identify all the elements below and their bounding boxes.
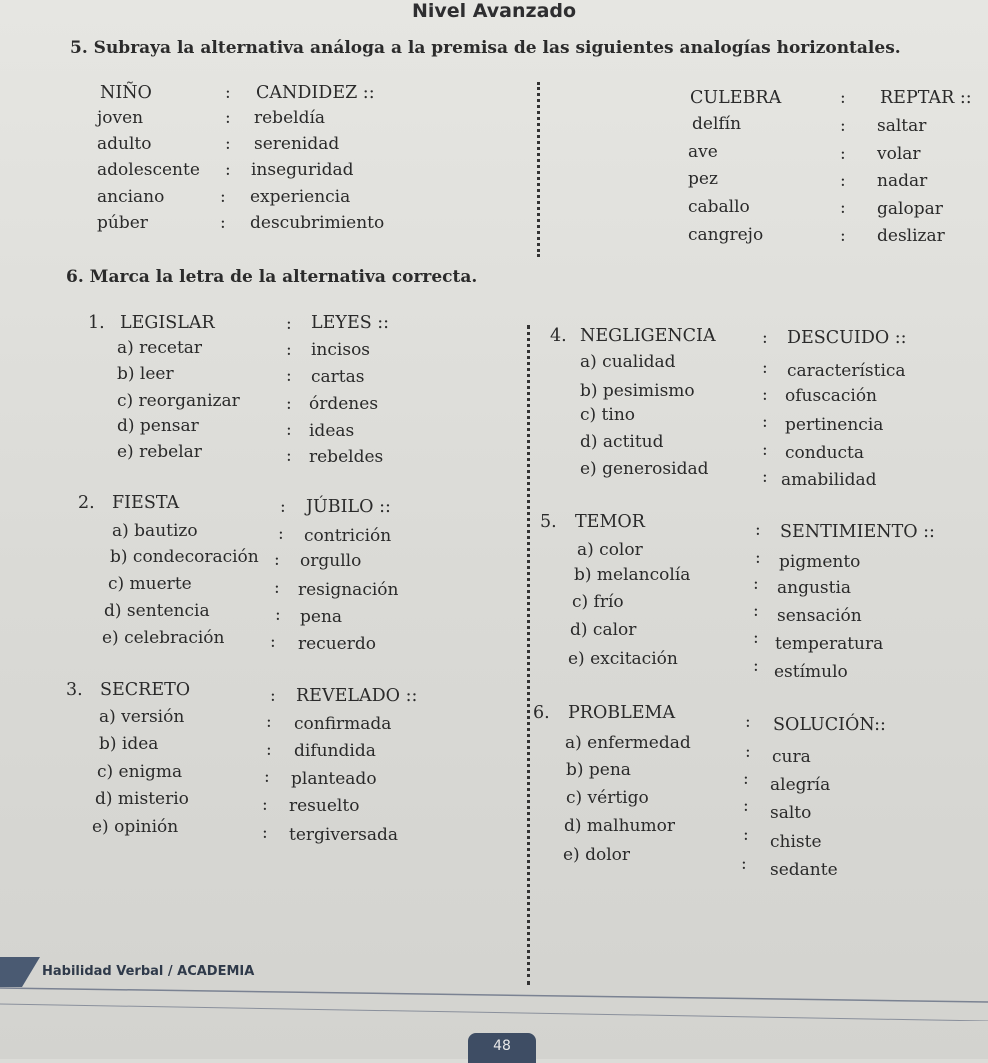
colon: :: [840, 198, 846, 218]
colon: :: [275, 605, 281, 625]
colon: :: [840, 144, 846, 164]
option-a[interactable]: a) cualidad: [580, 352, 676, 372]
colon: :: [225, 134, 231, 154]
colon: :: [840, 226, 846, 246]
colon: :: [755, 548, 761, 568]
option-b: incisos: [311, 340, 371, 360]
option-a[interactable]: b) condecoración: [110, 547, 259, 567]
premise-b: LEYES ::: [311, 313, 390, 333]
option-a[interactable]: d) actitud: [580, 432, 664, 452]
option-a[interactable]: c) enigma: [97, 762, 183, 782]
ex5-left-option-b[interactable]: inseguridad: [251, 160, 354, 180]
colon: :: [743, 769, 749, 789]
option-a[interactable]: d) sentencia: [104, 601, 210, 621]
colon: :: [274, 550, 280, 570]
colon: :: [225, 160, 231, 180]
colon: :: [762, 385, 768, 405]
option-b: contrición: [304, 526, 392, 546]
ex5-left-premise-a: NIÑO: [100, 83, 152, 103]
option-a[interactable]: d) calor: [570, 620, 637, 640]
option-b: chiste: [770, 832, 822, 852]
option-b: ofuscación: [785, 386, 877, 406]
question-number: 5.: [540, 512, 557, 532]
ex5-left-option-a[interactable]: púber: [97, 213, 148, 233]
ex5-right-option-b[interactable]: saltar: [877, 116, 927, 136]
option-a[interactable]: c) tino: [580, 405, 636, 425]
option-b: sedante: [770, 860, 838, 880]
colon: :: [262, 795, 268, 815]
option-b: planteado: [291, 769, 377, 789]
colon: :: [753, 574, 759, 594]
premise-b: DESCUIDO ::: [787, 328, 907, 348]
colon: :: [762, 440, 768, 460]
colon: :: [743, 825, 749, 845]
premise-b: SOLUCIÓN::: [773, 715, 886, 735]
colon: :: [270, 632, 276, 652]
colon: :: [753, 601, 759, 621]
colon: :: [840, 116, 846, 136]
question-number: 1.: [88, 313, 105, 333]
option-a[interactable]: b) pena: [566, 760, 631, 780]
option-b: alegría: [770, 775, 831, 795]
premise-b: REVELADO ::: [296, 686, 418, 706]
option-b: orgullo: [300, 551, 362, 571]
premise-b: JÚBILO ::: [306, 497, 391, 517]
option-b: amabilidad: [781, 470, 877, 490]
option-b: sensación: [777, 606, 862, 626]
option-b: cura: [772, 747, 811, 767]
colon: :: [762, 412, 768, 432]
ex5-right-option-a[interactable]: pez: [688, 169, 718, 189]
premise-b: SENTIMIENTO ::: [780, 522, 935, 542]
option-a[interactable]: c) muerte: [108, 574, 192, 594]
ex5-right-option-b[interactable]: deslizar: [877, 226, 945, 246]
option-a[interactable]: e) celebración: [102, 628, 225, 648]
colon: :: [266, 740, 272, 760]
premise-a: PROBLEMA: [568, 703, 676, 723]
option-b: rebeldes: [309, 447, 384, 467]
ex5-left-option-a[interactable]: anciano: [97, 187, 165, 207]
question-number: 4.: [550, 326, 567, 346]
option-a[interactable]: b) pesimismo: [580, 381, 695, 401]
ex5-left-option-b[interactable]: experiencia: [250, 187, 351, 207]
option-b: conducta: [785, 443, 865, 463]
question-number: 2.: [78, 493, 95, 513]
option-b: órdenes: [309, 394, 379, 414]
question-number: 6.: [533, 703, 550, 723]
option-a[interactable]: c) reorganizar: [117, 391, 240, 411]
colon: :: [762, 467, 768, 487]
option-a[interactable]: a) versión: [99, 707, 185, 727]
colon: :: [753, 656, 759, 676]
option-a[interactable]: b) idea: [99, 734, 159, 754]
ex5-left-option-a[interactable]: adulto: [97, 134, 152, 154]
option-b: pena: [300, 607, 343, 627]
question-number: 3.: [66, 680, 83, 700]
exercise-5-title: 5. Subraya la alternativa análoga a la premisa de las siguientes analogías horizontales.: [70, 38, 901, 58]
colon: :: [220, 187, 226, 207]
ex5-right-option-b[interactable]: galopar: [877, 199, 943, 219]
premise-a: NEGLIGENCIA: [580, 326, 716, 346]
ex5-left-option-a[interactable]: joven: [97, 108, 144, 128]
page-number: 48: [468, 1033, 536, 1063]
colon: :: [745, 712, 751, 732]
ex5-right-option-b[interactable]: volar: [877, 144, 921, 164]
ex5-right-option-a[interactable]: ave: [688, 142, 718, 162]
option-a[interactable]: b) melancolía: [574, 565, 691, 585]
premise-a: SECRETO: [100, 680, 191, 700]
option-b: pertinencia: [785, 415, 884, 435]
dotted-divider: [537, 82, 540, 257]
option-b: pigmento: [779, 552, 861, 572]
colon: :: [741, 854, 747, 874]
ex5-left-option-b[interactable]: rebeldía: [254, 108, 326, 128]
option-b: tergiversada: [289, 825, 399, 845]
option-b: característica: [787, 361, 906, 381]
option-a[interactable]: e) generosidad: [580, 459, 709, 479]
option-b: cartas: [311, 367, 365, 387]
option-b: confirmada: [294, 714, 392, 734]
colon: :: [286, 420, 292, 440]
colon: :: [286, 366, 292, 386]
option-a[interactable]: d) misterio: [95, 789, 189, 809]
option-a[interactable]: e) excitación: [568, 649, 678, 669]
colon: :: [755, 520, 761, 540]
colon: :: [762, 358, 768, 378]
colon: :: [225, 83, 231, 103]
option-b: angustia: [777, 578, 852, 598]
premise-a: LEGISLAR: [120, 313, 215, 333]
option-b: recuerdo: [298, 634, 376, 654]
colon: :: [264, 767, 270, 787]
colon: :: [840, 88, 846, 108]
option-a[interactable]: a) recetar: [117, 338, 203, 358]
ex5-right-option-a[interactable]: cangrejo: [688, 225, 764, 245]
option-a[interactable]: d) pensar: [117, 416, 199, 436]
colon: :: [225, 108, 231, 128]
option-a[interactable]: a) enfermedad: [565, 733, 691, 753]
premise-a: FIESTA: [112, 493, 180, 513]
option-b: resignación: [298, 580, 399, 600]
colon: :: [270, 686, 276, 706]
colon: :: [840, 171, 846, 191]
exercise-6-title: 6. Marca la letra de la alternativa correcta.: [66, 267, 478, 287]
option-b: estímulo: [774, 662, 848, 682]
option-b: temperatura: [775, 634, 884, 654]
colon: :: [745, 742, 751, 762]
ex5-right-premise-b: REPTAR ::: [880, 88, 972, 108]
option-b: ideas: [309, 421, 355, 441]
ex5-right-premise-a: CULEBRA: [690, 88, 782, 108]
ex5-right-option-a[interactable]: delfín: [692, 114, 742, 134]
colon: :: [274, 578, 280, 598]
option-a[interactable]: d) malhumor: [564, 816, 675, 836]
colon: :: [220, 213, 226, 233]
colon: :: [266, 712, 272, 732]
ex5-left-option-b[interactable]: descubrimiento: [250, 213, 385, 233]
colon: :: [753, 628, 759, 648]
option-b: salto: [770, 803, 812, 823]
colon: :: [262, 823, 268, 843]
option-a[interactable]: a) color: [577, 540, 643, 560]
colon: :: [278, 524, 284, 544]
colon: :: [286, 340, 292, 360]
colon: :: [286, 314, 292, 334]
footer-label: Habilidad Verbal / ACADEMIA: [42, 964, 255, 979]
option-a[interactable]: b) leer: [117, 364, 174, 384]
colon: :: [762, 328, 768, 348]
ex5-right-option-a[interactable]: caballo: [688, 197, 750, 217]
option-a[interactable]: e) opinión: [92, 817, 179, 837]
option-b: resuelto: [289, 796, 360, 816]
colon: :: [743, 796, 749, 816]
colon: :: [280, 497, 286, 517]
ex5-right-option-b[interactable]: nadar: [877, 171, 928, 191]
option-a[interactable]: e) rebelar: [117, 442, 202, 462]
page-header: Nivel Avanzado: [411, 0, 577, 22]
dotted-divider: [527, 325, 530, 985]
option-a[interactable]: c) frío: [572, 592, 624, 612]
option-a[interactable]: e) dolor: [563, 845, 631, 865]
ex5-left-option-b[interactable]: serenidad: [254, 134, 340, 154]
option-a[interactable]: a) bautizo: [112, 521, 198, 541]
option-b: difundida: [294, 741, 376, 761]
option-a[interactable]: c) vértigo: [566, 788, 649, 808]
premise-a: TEMOR: [575, 512, 645, 532]
colon: :: [286, 446, 292, 466]
colon: :: [286, 394, 292, 414]
ex5-left-premise-b: CANDIDEZ ::: [256, 83, 375, 103]
ex5-left-option-a[interactable]: adolescente: [97, 160, 200, 180]
